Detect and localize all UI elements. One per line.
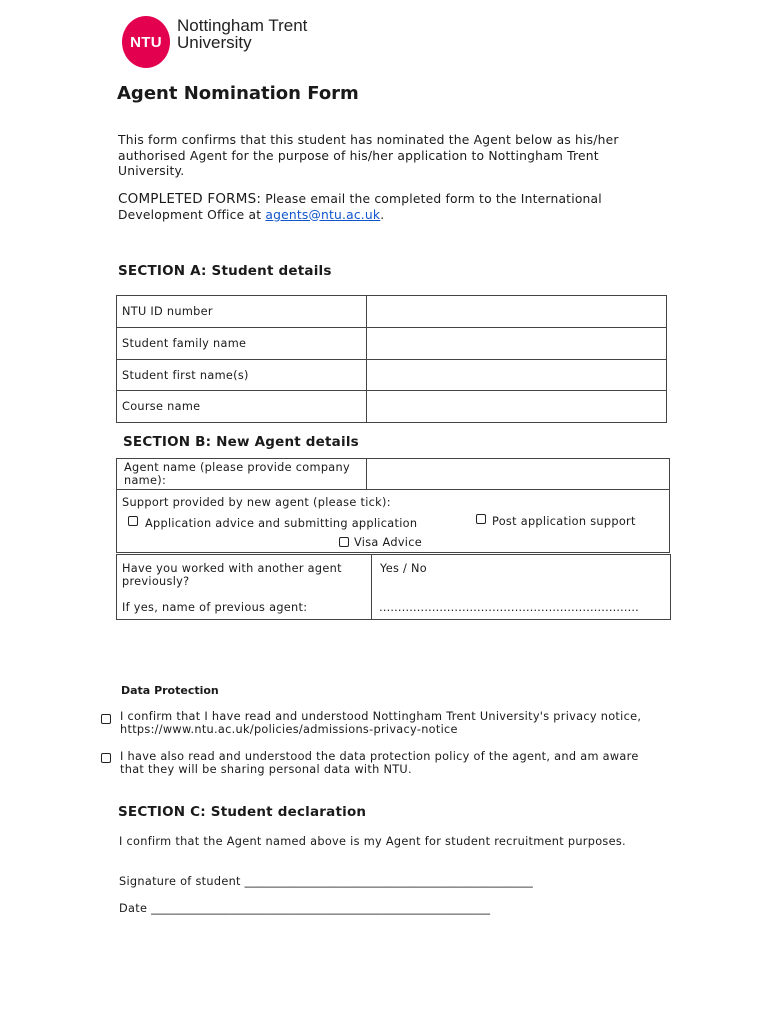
email-link[interactable]: agents@ntu.ac.uk (265, 207, 381, 222)
intro-paragraph: This form confirms that this student has nominated the Agent below as his/her authorised Agent for the purpose of his/her application to Nottingham Trent University. (118, 133, 619, 178)
date-row (119, 902, 490, 915)
visa-advice-checkbox[interactable] (339, 537, 349, 547)
completed-forms-caps: COMPLETED FORMS: (118, 191, 262, 207)
previous-agent-input[interactable]: …………………………………………………………… (379, 601, 639, 614)
agent-policy-checkbox[interactable] (101, 753, 111, 763)
course-name-input[interactable] (367, 391, 667, 423)
completed-forms-end: . (380, 207, 385, 222)
data-protection-title: Data Protection (121, 684, 219, 697)
application-advice-checkbox[interactable] (128, 516, 138, 526)
page-title: Agent Nomination Form (117, 83, 359, 104)
application-advice-label: Application advice and submitting application (145, 517, 418, 530)
worked-before-label: Have you worked with another agent previously? (122, 562, 342, 588)
signature-row (119, 875, 533, 888)
divider (116, 489, 367, 490)
agent-name-label: Agent name (please provide company name): (124, 461, 350, 487)
privacy-notice-checkbox[interactable] (101, 714, 111, 724)
university-name-line1: Nottingham Trent (177, 16, 308, 35)
family-name-input[interactable] (367, 328, 667, 360)
signature-line[interactable]: ___________________________________________________ (244, 875, 533, 888)
ntu-id-input[interactable] (367, 296, 667, 328)
previous-agent-label: If yes, name of previous agent: (122, 601, 308, 614)
section-a-title: SECTION A: Student details (118, 263, 332, 279)
section-c-title: SECTION C: Student declaration (118, 804, 367, 820)
first-name-label: Student first name(s) (117, 360, 367, 391)
visa-advice-label: Visa Advice (354, 536, 423, 549)
section-b-title: SECTION B: New Agent details (123, 434, 359, 450)
declaration-statement: I confirm that the Agent named above is my Agent for student recruitment purposes. (119, 835, 626, 848)
date-label: Date (119, 902, 148, 915)
ntu-logo-badge: NTU (122, 16, 170, 68)
university-name (177, 17, 307, 51)
agent-policy-text: I have also read and understood the data protection policy of the agent, and am aware that they will be sharing personal data with NTU. (120, 750, 639, 776)
worked-before-value[interactable]: Yes / No (380, 562, 427, 575)
completed-forms-text: Please email the completed form to the International Development Office at (118, 192, 602, 222)
ntu-id-label: NTU ID number (117, 296, 367, 328)
support-label: Support provided by new agent (please tick): (122, 496, 391, 509)
first-name-input[interactable] (367, 360, 667, 391)
signature-label: Signature of student (119, 875, 241, 888)
post-application-checkbox[interactable] (476, 514, 486, 524)
course-name-label: Course name (117, 391, 367, 423)
date-line[interactable]: ____________________________________________________________ (151, 902, 491, 915)
university-name-line2: University (177, 33, 252, 52)
privacy-notice-text: I confirm that I have read and understood Nottingham Trent University's privacy notice, https://www.ntu.ac.uk/policies/admissions-privacy-notice (120, 710, 642, 736)
post-application-label: Post application support (492, 515, 636, 528)
student-details-table (116, 295, 667, 423)
divider (371, 554, 372, 620)
agent-name-input[interactable] (366, 458, 670, 490)
completed-forms-paragraph (118, 192, 658, 223)
family-name-label: Student family name (117, 328, 367, 360)
